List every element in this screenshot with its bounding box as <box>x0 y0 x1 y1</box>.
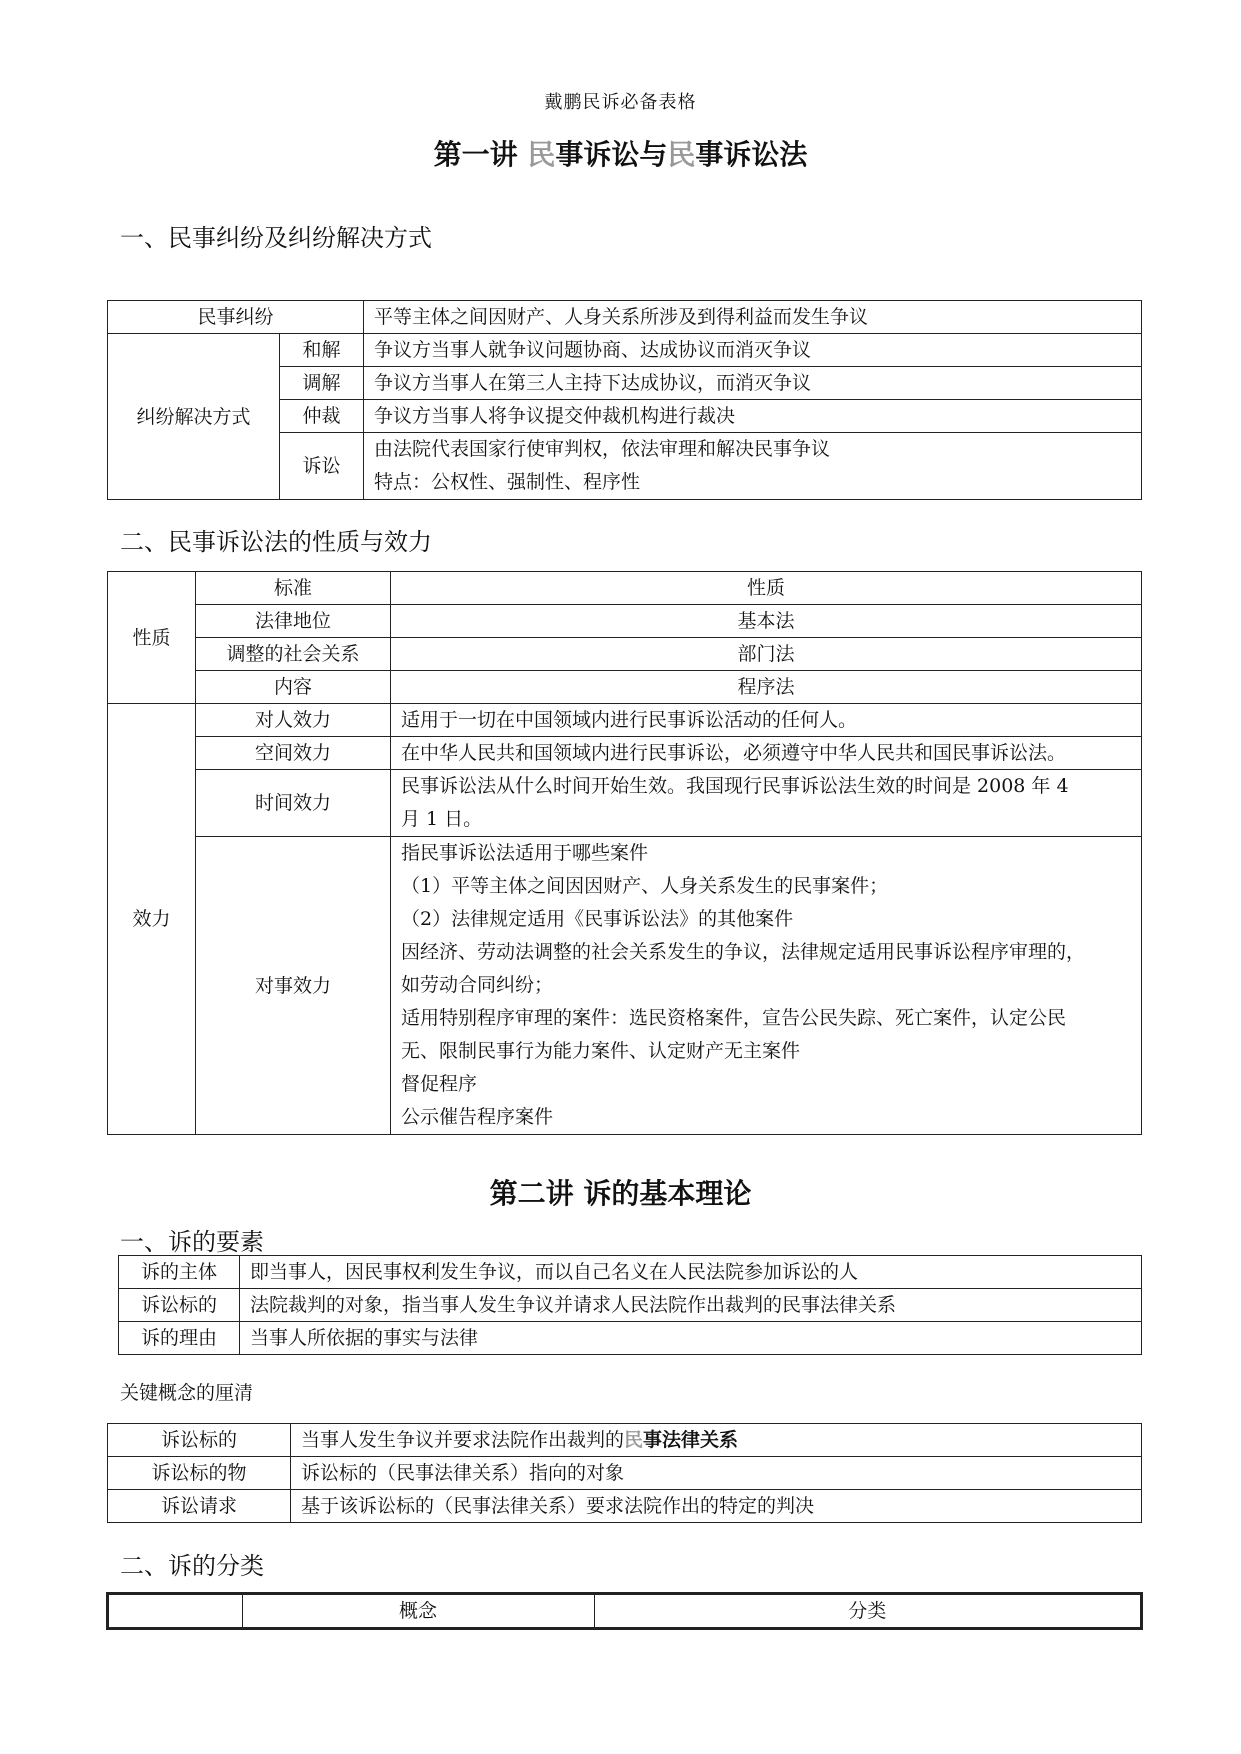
title-text: 事诉讼与 <box>555 138 668 171</box>
value-line: 督促程序 <box>401 1073 478 1095</box>
table-row <box>108 770 1142 837</box>
table-cell-value <box>391 837 1142 1135</box>
value-line: 适用特别程序审理的案件：选民资格案件，宣告公民失踪、死亡案件，认定公民 <box>401 1007 1067 1029</box>
table-row <box>108 605 1142 638</box>
table-cell-value: 诉讼标的（民事法律关系）指向的对象 <box>291 1457 1142 1490</box>
table-cell-value: 性质 <box>391 572 1142 605</box>
table-cell-key: 诉讼标的 <box>119 1289 240 1322</box>
table-row <box>108 1424 1142 1457</box>
table-cell-desc: 争议方当事人就争议问题协商、达成协议而消灭争议 <box>364 334 1142 367</box>
classification-table <box>107 1593 1142 1629</box>
table-cell-key: 诉的理由 <box>119 1322 240 1355</box>
table-header-concept: 概念 <box>242 1594 594 1628</box>
value-line: 指民事诉讼法适用于哪些案件 <box>401 842 649 864</box>
table-row <box>108 572 1142 605</box>
table-cell-key: 诉讼标的物 <box>108 1457 291 1490</box>
note-key-concepts: 关键概念的厘清 <box>120 1382 254 1404</box>
table-cell-key: 对事效力 <box>196 837 391 1135</box>
title-highlight-char: 民 <box>527 138 556 171</box>
table-header-category: 分类 <box>594 1594 1141 1628</box>
table-cell-key: 标准 <box>196 572 391 605</box>
nature-effect-table <box>107 571 1142 1135</box>
table-cell-value: 当事人所依据的事实与法律 <box>240 1322 1142 1355</box>
table-cell-key: 内容 <box>196 671 391 704</box>
table-cell-key: 诉讼请求 <box>108 1490 291 1523</box>
value-line: 因经济、劳动法调整的社会关系发生的争议，法律规定适用民事诉讼程序审理的， <box>401 941 1086 963</box>
table-cell-group-label: 效力 <box>108 704 196 1135</box>
table-cell-label: 民事纠纷 <box>108 301 364 334</box>
table-row <box>108 704 1142 737</box>
table-cell-group-label: 纠纷解决方式 <box>108 334 280 500</box>
value-line: 月 1 日。 <box>401 808 483 830</box>
table-row <box>108 1457 1142 1490</box>
value-line: （1）平等主体之间因因财产、人身关系发生的民事案件； <box>401 875 889 897</box>
value-highlight-char: 民 <box>624 1429 644 1451</box>
table-cell-key: 诉讼标的 <box>108 1424 291 1457</box>
table-row <box>108 737 1142 770</box>
table-cell-value <box>291 1424 1142 1457</box>
table-row <box>119 1256 1142 1289</box>
table-cell-key: 时间效力 <box>196 770 391 837</box>
table-cell-value: 基于该诉讼标的（民事法律关系）要求法院作出的特定的判决 <box>291 1490 1142 1523</box>
table-row <box>108 1594 1141 1628</box>
table-cell-key: 调整的社会关系 <box>196 638 391 671</box>
desc-line: 特点：公权性、强制性、程序性 <box>374 471 641 493</box>
table-cell-desc: 争议方当事人将争议提交仲裁机构进行裁决 <box>364 400 1142 433</box>
table-cell-desc <box>364 433 1142 500</box>
elements-table <box>118 1255 1142 1355</box>
table-row <box>119 1322 1142 1355</box>
table-cell-key: 法律地位 <box>196 605 391 638</box>
table-row <box>108 301 1142 334</box>
table-cell-value: 程序法 <box>391 671 1142 704</box>
value-line: 公示催告程序案件 <box>401 1106 554 1128</box>
section-heading-elements: 一、诉的要素 <box>120 1228 264 1256</box>
table-cell-desc: 平等主体之间因财产、人身关系所涉及到得利益而发生争议 <box>364 301 1142 334</box>
table-cell-value: 适用于一切在中国领域内进行民事诉讼活动的任何人。 <box>391 704 1142 737</box>
value-line: 民事诉讼法从什么时间开始生效。我国现行民事诉讼法生效的时间是 2008 年 4 <box>401 775 1069 797</box>
table-row <box>108 671 1142 704</box>
title-text: 事诉讼法 <box>695 138 808 171</box>
table-row <box>108 334 1142 367</box>
document-header: 戴鹏民诉必备表格 <box>544 92 697 113</box>
table-cell-type: 诉讼 <box>280 433 364 500</box>
value-line: 如劳动合同纠纷； <box>401 974 554 996</box>
table-cell-value: 部门法 <box>391 638 1142 671</box>
lecture-2-title: 第二讲 诉的基本理论 <box>489 1177 752 1210</box>
value-line: （2）法律规定适用《民事诉讼法》的其他案件 <box>401 908 794 930</box>
table-header-blank <box>108 1594 242 1628</box>
table-cell-group-label: 性质 <box>108 572 196 704</box>
lecture-1-title-prefix: 第一讲 <box>433 138 528 171</box>
table-cell-value: 法院裁判的对象，指当事人发生争议并请求人民法院作出裁判的民事法律关系 <box>240 1289 1142 1322</box>
table-cell-type: 仲裁 <box>280 400 364 433</box>
table-row <box>108 1490 1142 1523</box>
table-row <box>108 837 1142 1135</box>
table-cell-value: 基本法 <box>391 605 1142 638</box>
section-heading-classification: 二、诉的分类 <box>120 1552 264 1580</box>
table-cell-type: 和解 <box>280 334 364 367</box>
lecture-1-title <box>0 133 1241 173</box>
value-text: 当事人发生争议并要求法院作出裁判的 <box>301 1429 625 1451</box>
table-cell-key: 对人效力 <box>196 704 391 737</box>
section-heading-nature: 二、民事诉讼法的性质与效力 <box>120 528 432 556</box>
desc-line: 由法院代表国家行使审判权，依法审理和解决民事争议 <box>374 438 831 460</box>
table-row <box>119 1289 1142 1322</box>
table-row <box>108 638 1142 671</box>
title-highlight-char: 民 <box>667 138 696 171</box>
section-heading-disputes: 一、民事纠纷及纠纷解决方式 <box>120 224 432 252</box>
table-cell-value: 即当事人，因民事权利发生争议，而以自己名义在人民法院参加诉讼的人 <box>240 1256 1142 1289</box>
key-concepts-table <box>107 1423 1142 1523</box>
table-cell-value: 在中华人民共和国领域内进行民事诉讼，必须遵守中华人民共和国民事诉讼法。 <box>391 737 1142 770</box>
value-bold-text: 事法律关系 <box>643 1429 739 1451</box>
table-cell-value <box>391 770 1142 837</box>
table-cell-key: 诉的主体 <box>119 1256 240 1289</box>
table-cell-desc: 争议方当事人在第三人主持下达成协议，而消灭争议 <box>364 367 1142 400</box>
table-cell-key: 空间效力 <box>196 737 391 770</box>
table-cell-type: 调解 <box>280 367 364 400</box>
value-line: 无、限制民事行为能力案件、认定财产无主案件 <box>401 1040 801 1062</box>
disputes-table <box>107 300 1142 500</box>
